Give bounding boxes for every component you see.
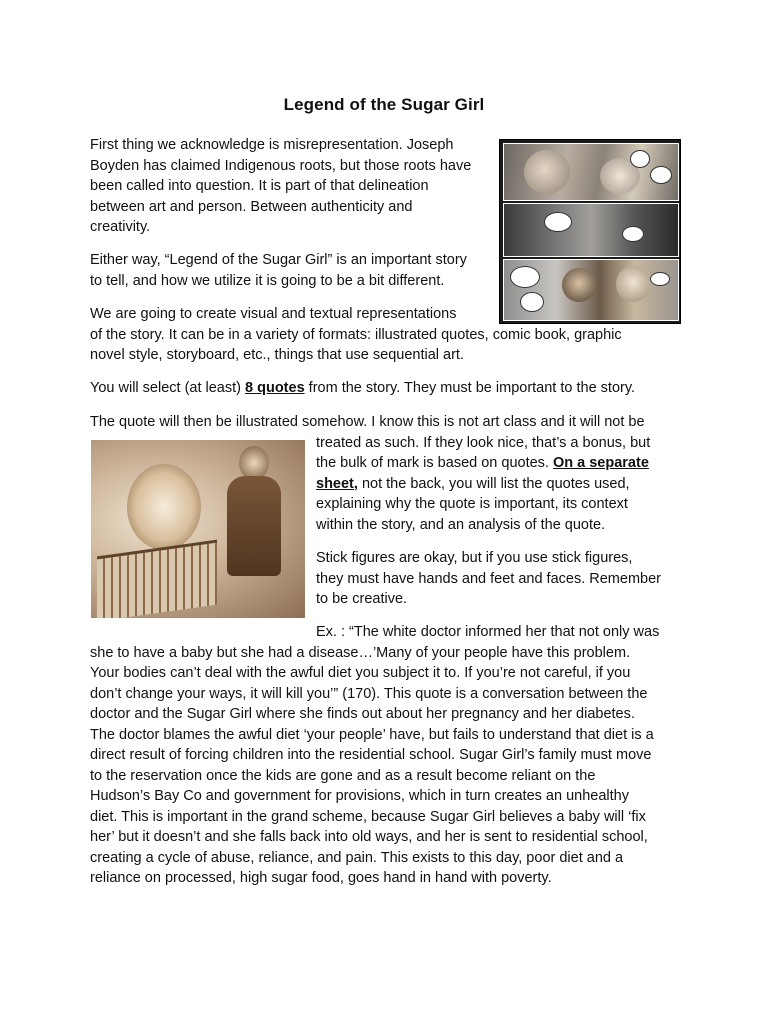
girl-portrait-illustration [127,464,201,550]
example-line: don’t change your ways, it will kill you’” (170). This quote is a conversation between the [90,685,648,702]
example-line: her’ but it doesn’t and she falls back into old ways, and her is sent to residential school, [90,829,648,845]
child-figure-illustration [227,476,281,576]
example-line: she to have a baby but she had a disease…’Many of your people have this problem. [90,644,631,661]
paragraph-1-line: Boyden has claimed Indigenous roots, but those roots have [90,157,472,174]
paragraph-2-line: Either way, “Legend of the Sugar Girl” is an important story [90,252,467,268]
example-line: Ex. : “The white doctor informed her that not only was [316,624,660,640]
example-line: reliance on processed, high sugar food, goes hand in hand with poverty. [90,870,552,886]
speech-bubble-icon [630,150,650,168]
paragraph-2-line: to tell, and how we utilize it is going to be a bit different. [90,272,445,289]
paragraph-4 [90,378,635,399]
example-line: creating a cycle of abuse, reliance, and pain. This exists to this day, poor diet and a [90,849,624,866]
paragraph-5-line: explaining why the quote is important, its context [316,496,628,512]
speech-bubble-icon [520,292,544,312]
quotes-count-emphasis: 8 quotes [245,380,305,396]
example-line: Your bodies can’t deal with the awful diet you subject it to. If you’re not careful, if you [90,665,631,681]
example-line: Hudson’s Bay Co and government for provisions, which in turn creates an unhealthy [90,788,629,804]
speech-bubble-icon [650,166,672,184]
school-building-illustration [97,540,217,618]
comic-panel [503,203,679,257]
paragraph-6-line: they must have hands and feet and faces. Remember [316,570,661,587]
paragraph-5-line [316,474,630,495]
comic-panels-image [499,139,681,324]
child-face-illustration [239,446,269,480]
paragraph-6-line: to be creative. [316,591,408,607]
example-line: doctor and the Sugar Girl where she finds out about her pregnancy and her diabetes. [90,706,635,722]
paragraph-1-line: First thing we acknowledge is misrepresentation. Joseph [90,137,454,153]
example-line: diet. This is important in the grand scheme, because Sugar Girl believes a baby will ‘fix [90,808,646,825]
sketch-illustration-image [91,440,305,618]
comic-panel [503,259,679,321]
paragraph-3-line: We are going to create visual and textual representations [90,306,457,322]
separate-sheet-emphasis: sheet, [316,475,358,492]
paragraph-3-line: of the story. It can be in a variety of formats: illustrated quotes, comic book, graphic [90,326,622,343]
paragraph-5-line: The quote will then be illustrated somehow. I know this is not art class and it will not be [90,414,645,430]
paragraph-5-line: within the story, and an analysis of the quote. [316,516,606,533]
speech-bubble-icon [544,212,572,232]
paragraph-5-text: not the back, you will list the quotes used, [357,475,630,492]
paragraph-1-line: been called into question. It is part of that delineation [90,178,429,194]
page-title: Legend of the Sugar Girl [283,95,485,114]
separate-sheet-emphasis: On a separate [552,455,649,471]
comic-panel [503,143,679,201]
paragraph-5-line: treated as such. If they look nice, that’s a bonus, but [316,434,651,451]
example-line: to the reservation once the kids are gone and as a result become reliant on the [90,767,596,784]
paragraph-3-line: novel style, storyboard, etc., things that use sequential art. [90,347,464,363]
paragraph-1-line: creativity. [90,219,151,235]
paragraph-6-line: Stick figures are okay, but if you use stick figures, [316,550,633,566]
face-illustration [616,266,650,302]
paragraph-5-line [316,453,649,474]
speech-bubble-icon [622,226,644,242]
paragraph-1-line: between art and person. Between authenticity and [90,198,413,215]
face-illustration [562,268,596,302]
example-line: direct result of forcing children into the residential school. Sugar Girl’s family must move [90,747,652,763]
speech-bubble-icon [510,266,540,288]
paragraph-4-text: You will select (at least) [90,380,246,396]
paragraph-4-text: from the story. They must be important to the story. [304,380,636,396]
paragraph-5-text: the bulk of mark is based on quotes. [316,455,553,471]
example-line: The doctor blames the awful diet ‘your people’ have, but fails to understand that diet is a [90,726,654,743]
speech-bubble-icon [650,272,670,286]
face-illustration [524,150,570,194]
